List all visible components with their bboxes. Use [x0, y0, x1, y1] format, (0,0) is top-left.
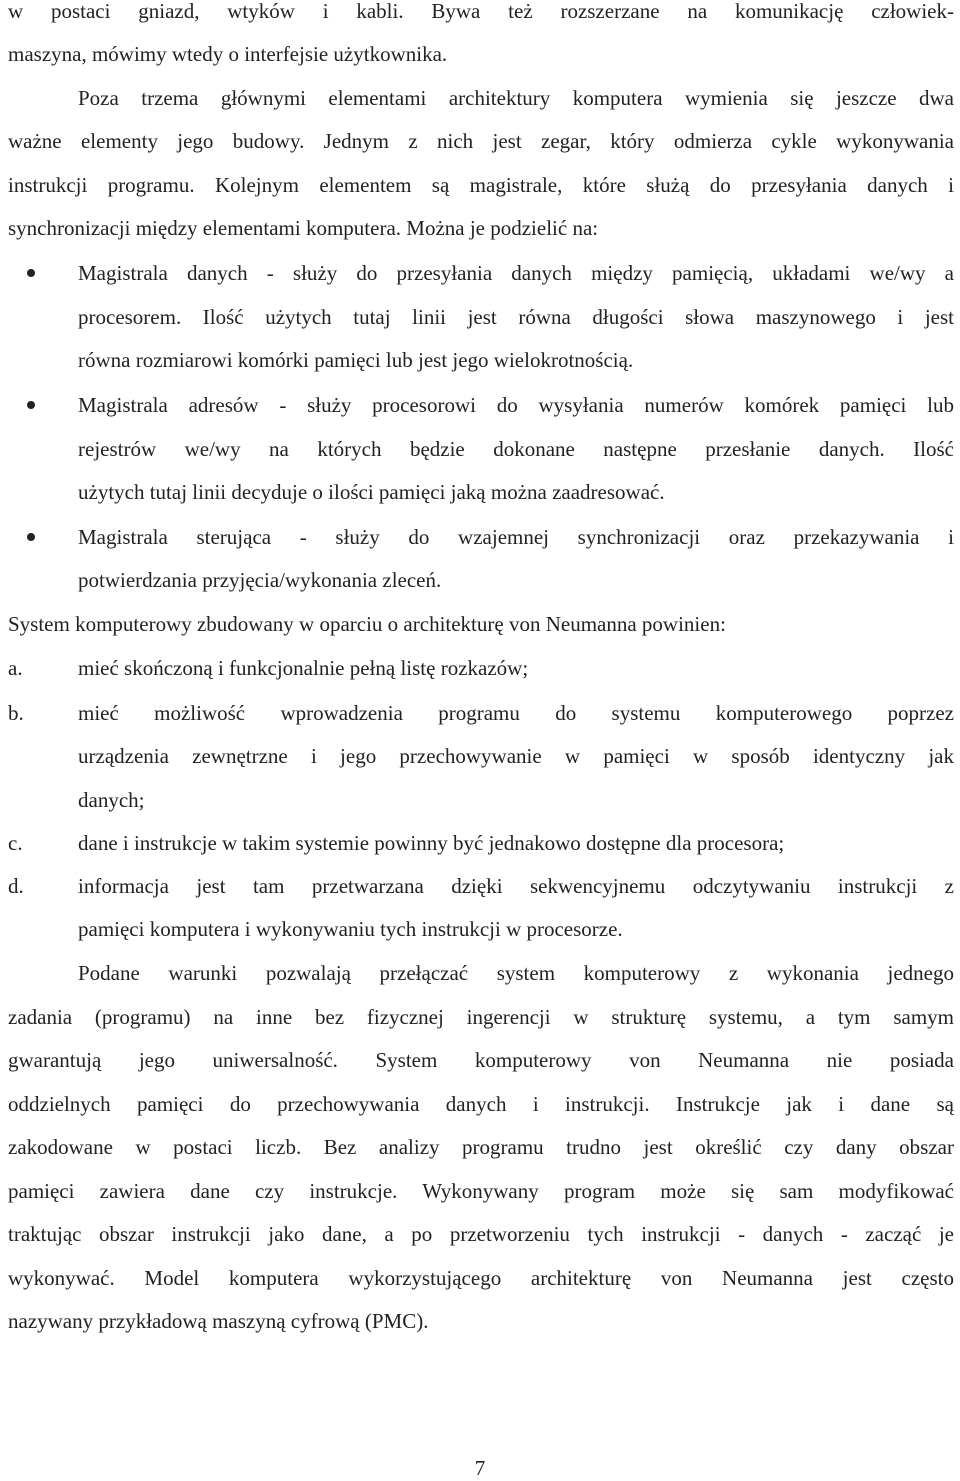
- bullet-line: użytych tutaj linii decyduje o ilości pamięci jaką można zaadresować.: [78, 480, 665, 504]
- bullet-line: rejestrów we/wy na których będzie dokonane następne przesłanie danych. Ilość: [78, 437, 954, 461]
- intro-line: w postaci gniazd, wtyków i kabli. Bywa też rozszerzane na komunikację człowiek-: [8, 0, 954, 23]
- condition-line: informacja jest tam przetwarzana dzięki sekwencyjnemu odczytywaniu instrukcji z: [78, 874, 954, 898]
- bullet-line: Magistrala danych - służy do przesyłania danych między pamięcią, układami we/wy a: [78, 261, 954, 285]
- closing-line: Podane warunki pozwalają przełączać system komputerowy z wykonania jednego: [78, 961, 954, 985]
- bullet-icon: [27, 401, 35, 409]
- condition-marker: a.: [8, 656, 23, 680]
- closing-line: wykonywać. Model komputera wykorzystującego architekturę von Neumanna jest często: [8, 1266, 954, 1290]
- condition-marker: d.: [8, 874, 24, 898]
- closing-line: traktując obszar instrukcji jako dane, a po przetworzeniu tych instrukcji - danych - zacząć je: [8, 1222, 954, 1246]
- bullet-icon: [27, 533, 35, 541]
- condition-line: pamięci komputera i wykonywaniu tych instrukcji w procesorze.: [78, 917, 623, 941]
- closing-line: zadania (programu) na inne bez fizycznej ingerencji w strukturę systemu, a tym samym: [8, 1005, 954, 1029]
- intro-line: Poza trzema głównymi elementami architektury komputera wymienia się jeszcze dwa: [78, 86, 954, 110]
- condition-line: urządzenia zewnętrzne i jego przechowywanie w pamięci w sposób identyczny jak: [78, 744, 954, 768]
- condition-line: danych;: [78, 788, 145, 812]
- intro-line: synchronizacji między elementami komputera. Można je podzielić na:: [8, 216, 599, 240]
- intro-line: instrukcji programu. Kolejnym elementem są magistrale, które służą do przesyłania danych i: [8, 173, 954, 197]
- bullet-icon: [27, 269, 35, 277]
- bullet-line: Magistrala sterująca - służy do wzajemnej synchronizacji oraz przekazywania i: [78, 525, 954, 549]
- intro-line: ważne elementy jego budowy. Jednym z nich jest zegar, który odmierza cykle wykonywania: [8, 129, 954, 153]
- condition-marker: b.: [8, 701, 24, 725]
- page-number: 7: [474, 1456, 486, 1480]
- system-intro: System komputerowy zbudowany w oparciu o architekturę von Neumanna powinien:: [8, 612, 726, 636]
- condition-marker: c.: [8, 831, 23, 855]
- bullet-line: Magistrala adresów - służy procesorowi do wysyłania numerów komórek pamięci lub: [78, 393, 954, 417]
- closing-line: pamięci zawiera dane czy instrukcje. Wykonywany program może się sam modyfikować: [8, 1179, 954, 1203]
- condition-line: mieć skończoną i funkcjonalnie pełną listę rozkazów;: [78, 656, 529, 680]
- closing-line: oddzielnych pamięci do przechowywania danych i instrukcji. Instrukcje jak i dane są: [8, 1092, 954, 1116]
- closing-line: zakodowane w postaci liczb. Bez analizy programu trudno jest określić czy dany obszar: [8, 1135, 954, 1159]
- bullet-line: potwierdzania przyjęcia/wykonania zleceń.: [78, 568, 442, 592]
- bullet-line: procesorem. Ilość użytych tutaj linii jest równa długości słowa maszynowego i jest: [78, 305, 954, 329]
- intro-line: maszyna, mówimy wtedy o interfejsie użytkownika.: [8, 42, 448, 66]
- closing-line: gwarantują jego uniwersalność. System komputerowy von Neumanna nie posiada: [8, 1048, 954, 1072]
- bullet-line: równa rozmiarowi komórki pamięci lub jest jego wielokrotnością.: [78, 348, 634, 372]
- condition-line: dane i instrukcje w takim systemie powinny być jednakowo dostępne dla procesora;: [78, 831, 785, 855]
- condition-line: mieć możliwość wprowadzenia programu do systemu komputerowego poprzez: [78, 701, 954, 725]
- closing-line: nazywany przykładową maszyną cyfrową (PMC).: [8, 1309, 429, 1333]
